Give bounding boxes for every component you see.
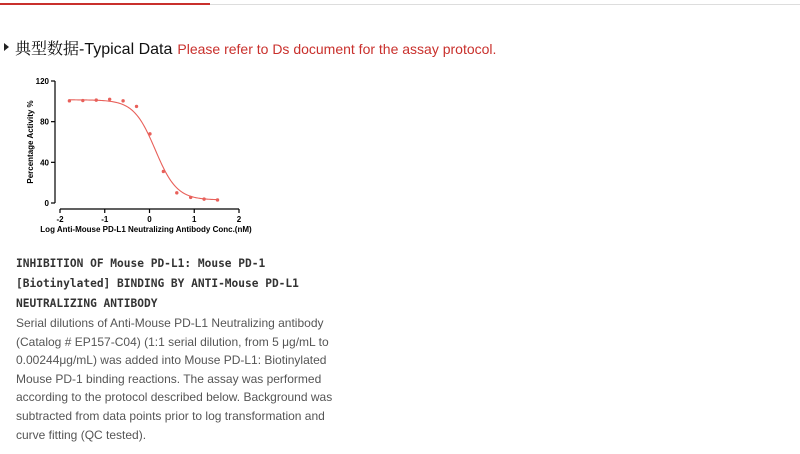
data-point bbox=[135, 105, 138, 108]
section-title: 典型数据-Typical Data bbox=[15, 41, 173, 58]
x-tick-label: -1 bbox=[101, 215, 109, 224]
data-points bbox=[68, 98, 220, 202]
data-point bbox=[95, 98, 98, 101]
data-point bbox=[108, 98, 111, 101]
data-point bbox=[175, 191, 178, 194]
section-heading bbox=[4, 36, 496, 59]
top-accent-bar bbox=[0, 3, 210, 5]
fit-curve bbox=[69, 100, 217, 200]
data-point bbox=[68, 99, 71, 102]
description-block bbox=[16, 254, 356, 444]
data-point bbox=[148, 132, 151, 135]
y-tick-label: 80 bbox=[40, 117, 49, 127]
protocol-note: Please refer to Ds document for the assay protocol. bbox=[177, 41, 497, 57]
x-tick-label: -2 bbox=[56, 215, 64, 224]
description-body: Serial dilutions of Anti-Mouse PD-L1 Neutralizing antibody (Catalog # EP157-C04) (1:1 serial dilution, from 5 μg/mL to 0.00244μg/mL) was added into Mouse PD-L1: Biotinylated Mouse PD-1 binding reactions. The assay was performed according to the protocol described below. Background was subtracted from data points prior to log transformation and curve fitting (QC tested). bbox=[16, 316, 333, 442]
x-tick-label: 0 bbox=[147, 215, 152, 224]
y-tick-label: 40 bbox=[40, 158, 49, 168]
data-point bbox=[216, 198, 219, 201]
data-point bbox=[121, 99, 124, 102]
data-point bbox=[81, 99, 84, 102]
data-point bbox=[162, 170, 165, 173]
x-tick-label: 2 bbox=[236, 215, 242, 224]
y-tick-label: 120 bbox=[35, 77, 49, 86]
y-tick-label: 0 bbox=[44, 199, 49, 208]
description-title: INHIBITION OF Mouse PD-L1: Mouse PD-1 [Biotinylated] BINDING BY ANTI-Mouse PD-L1 NEUTRALIZING ANTIBODY bbox=[16, 257, 299, 310]
y-axis-label: Percentage Activity % bbox=[26, 100, 35, 184]
bullet-icon bbox=[4, 43, 9, 51]
x-tick-label: 1 bbox=[192, 215, 197, 224]
data-point bbox=[189, 196, 192, 199]
dose-response-chart bbox=[20, 70, 280, 240]
x-axis-label: Log Anti-Mouse PD-L1 Neutralizing Antibody Conc.(nM) bbox=[40, 225, 252, 234]
chart-axes bbox=[36, 77, 242, 224]
data-point bbox=[202, 197, 205, 200]
